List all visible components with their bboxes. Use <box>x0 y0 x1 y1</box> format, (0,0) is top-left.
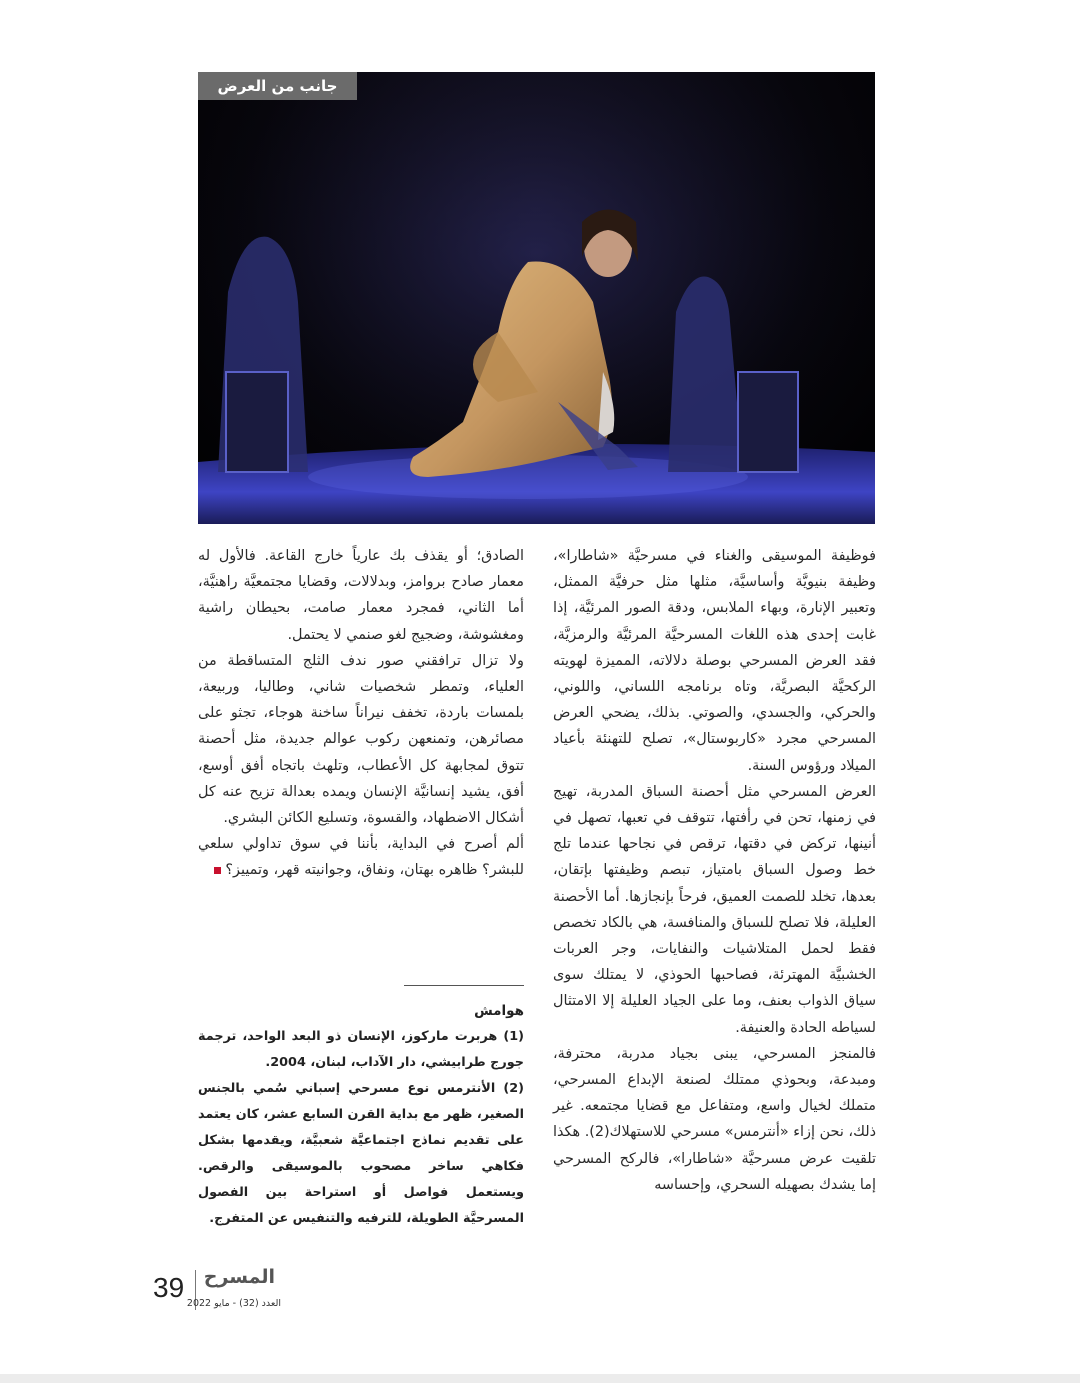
article-column-right <box>553 543 876 1198</box>
stage-photo <box>198 72 875 524</box>
issue-label: العدد (32) - مايو 2022 <box>186 1298 281 1309</box>
end-mark-icon <box>214 867 221 874</box>
page-number: 39 <box>153 1272 185 1303</box>
paragraph: العرض المسرحي مثل أحصنة السباق المدربة، تهيج في زمنها، تحن في رأفتها، تتوقف في تعبها، تصهل في أنينها، تركض في دقتها، ترقص في نجاحها عندما تلج خط وصول السباق بامتياز، تبصم وظيفتها بإتقان، بعدها، تخلد للصمت العميق، فرحاً بإنجازها. أما الأحصنة العليلة، فلا تصلح للسباق والمنافسة، هي بالكاد تخصص فقط لحمل المتلاشيات والنفايات، وجر العربات الخشبيَّة المهترئة، فصاحبها الحوذي، لا يمتلك سوى سياق الذواب بعنف، وما على الجياد العليلة إلا الامتثال لسياطه الحادة والعنيفة. <box>553 783 876 1036</box>
paragraph: فوظيفة الموسيقى والغناء في مسرحيَّة «شاطارا»، وظيفة بنيويَّة وأساسيَّة، مثلها مثل حرفيَّة الممثل، وتعبير الإنارة، وبهاء الملابس، ودقة الصور المرئيَّة، إذا غابت إحدى هذه اللغات المسرحيَّة المرئيَّة والرمزيَّة، فقد العرض المسرحي بوصلة دلالاته، المميزة لهويته الركحيَّة البصريَّة، وتاه برنامجه اللساني، واللوني، والحركي، والجسدي، والصوتي. بذلك، يضحي العرض المسرحي مجرد «كاربوستال»، تصلح للتهنئة بأعياد الميلاد ورؤوس السنة. <box>553 548 876 774</box>
paragraph-last <box>198 831 524 883</box>
footnote-item: (2) الأنترمس نوع مسرحي إسباني سُمي بالجنس الصغير، ظهر مع بداية القرن السابع عشر، كان يعتمد على تقديم نماذج اجتماعيَّة شعبيَّة، ويقدمها بشكل فكاهي ساخر مصحوب بالموسيقى والرقص. ويستعمل فواصل أو استراحة بين الفصول المسرحيَّة الطويلة، للترفيه والتنفيس عن المتفرج. <box>198 1081 524 1226</box>
footnote-item: (1) هربرت ماركوز، الإنسان ذو البعد الواحد، ترجمة جورج طرابيشي، دار الآداب، لبنان، 2004. <box>198 1029 524 1070</box>
footnotes <box>198 998 524 1232</box>
stage-scene-illustration <box>198 72 875 524</box>
page-bottom-edge <box>0 1374 1080 1383</box>
footnote-divider <box>404 985 524 986</box>
article-column-left <box>198 543 524 884</box>
photo-caption: جانب من العرض <box>198 72 357 100</box>
paragraph: ولا تزال ترافقني صور ندف الثلج المتساقطة من العلياء، وتمطر شخصيات شاني، وطاليا، وربيعة، بلمسات باردة، تخفف نيراناً ساخنة هوجاء، تجثو على مصائرهن، وتمنعهن ركوب عوالم جديدة، مثل أحصنة تتوق لمجابهة كل الأعطاب، وتلهث باتجاه أفق أوسع، أفق، يشيد إنسانيَّة الإنسان ويمده بعدالة تزيح عنه كل أشكال الاضطهاد، والقسوة، وتسليع الكائن البشري. <box>198 652 524 827</box>
page-footer <box>153 1264 283 1314</box>
footnotes-heading: هوامش <box>474 1003 524 1019</box>
paragraph: فالمنجز المسرحي، يبنى بجياد مدربة، محترفة، ومبدعة، وبحوذي ممتلك لصنعة الإبداع المسرحي، متملك لخيال واسع، ومتفاعل مع قضايا مجتمعه. غير ذلك، نحن إزاء «أنترمس» مسرحي للاستهلاك(2). هكذا تلقيت عرض مسرحيَّة «شاطارا»، فالركح المسرحي إما يشدك بصهيله السحري، وإحساسه <box>553 1045 876 1193</box>
magazine-logo: المسرح <box>203 1266 275 1288</box>
paragraph-text: ألم أصرح في البداية، بأننا في سوق تداولي سلعي للبشر؟ ظاهره بهتان، ونفاق، وجوانيته قهر، وتمييز؟ <box>198 836 524 879</box>
paragraph: الصادق؛ أو يقذف بك عارياً خارج القاعة. فالأول له معمار صادح بروامز، وبدلالات، وقضايا مجتمعيَّة راهنيَّة، أما الثاني، فمجرد معمار صامت، بحيطان راشية ومغشوشة، وضجيج لغو صنمي لا يحتمل. <box>198 548 524 643</box>
